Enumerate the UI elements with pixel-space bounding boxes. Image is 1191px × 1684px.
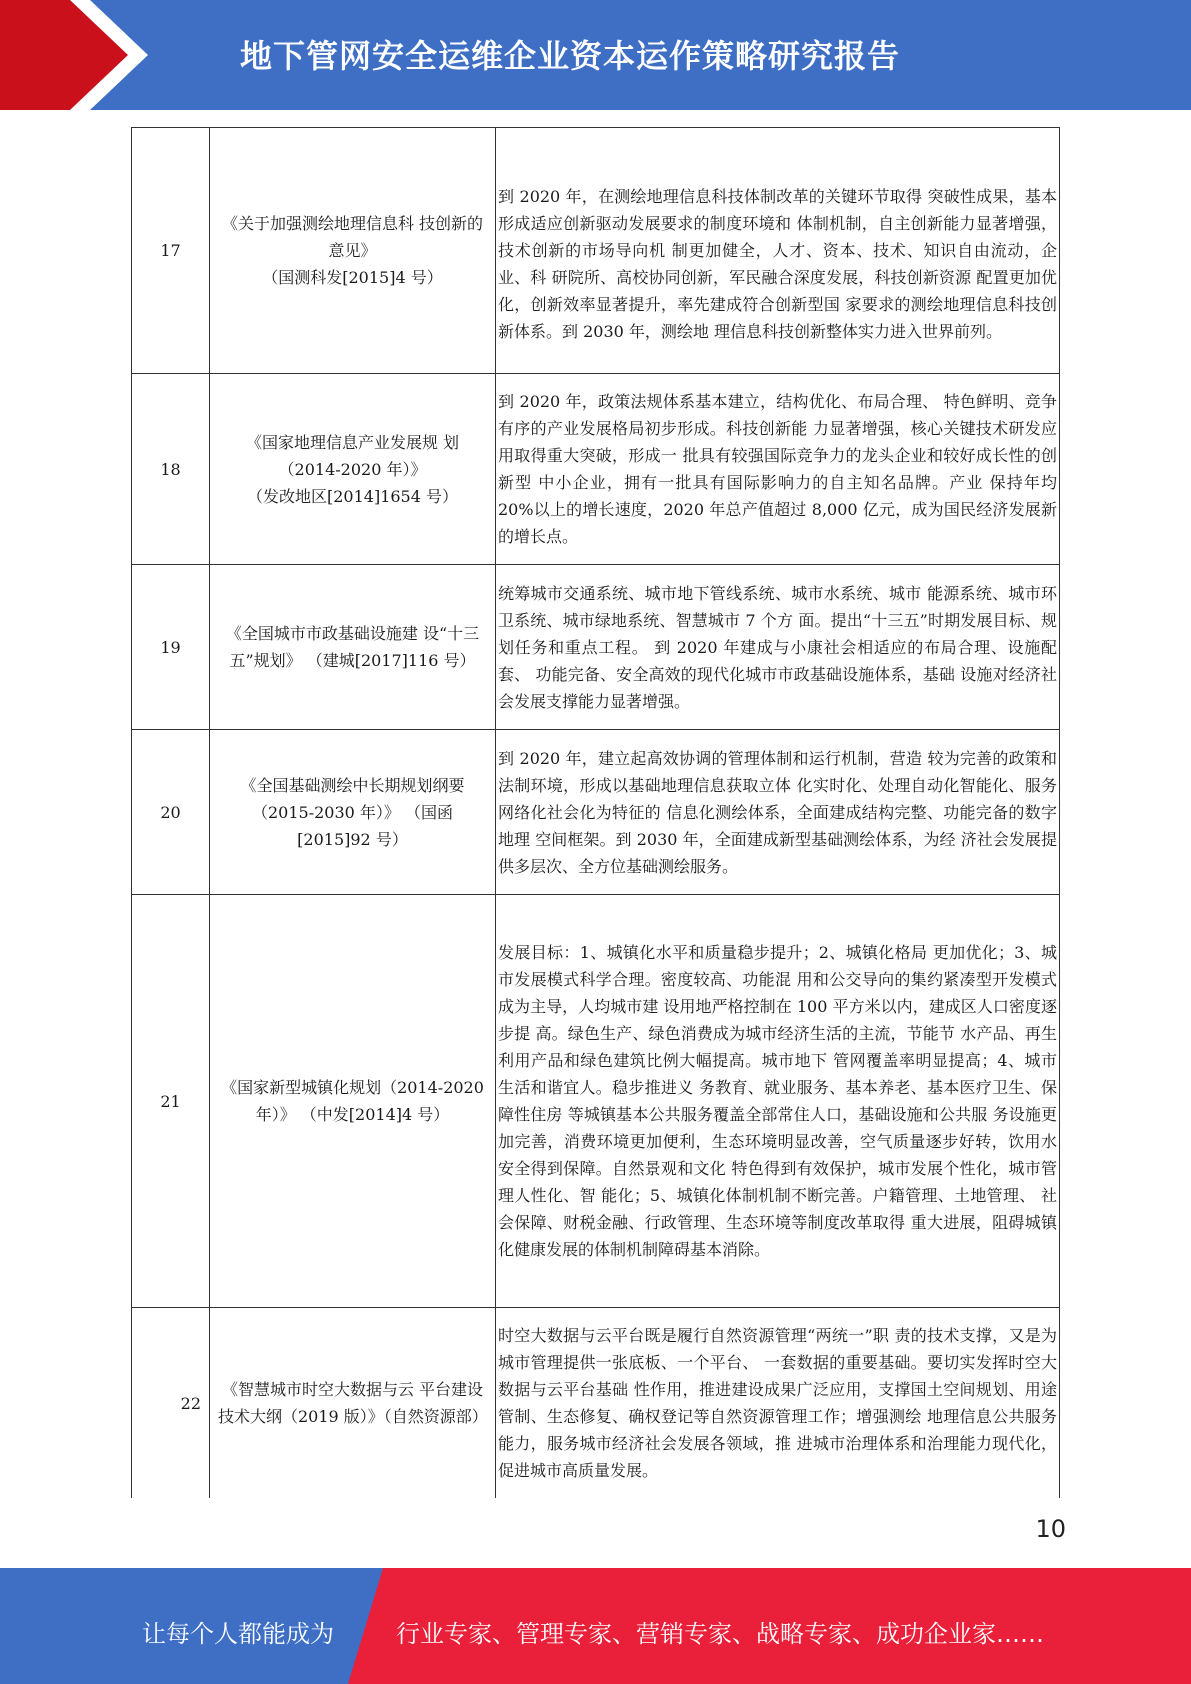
policy-goal: 时空大数据与云平台既是履行自然资源管理“两统一”职 责的技术支撑，又是为城市管理提供一张底板、一个平台、 一套数据的重要基础。要切实发挥时空大数据与云平台基础 性作用，推进建设成果广泛应用，支撑国土空间规划、用途 管制、生态修复、确权登记等自然资源管理工作；增强测绘 地理信息公共服务能力，服务城市经济社会发展各领域，推 进城市治理体系和治理能力现代化，促进城市高质量发展。: [496, 1308, 1060, 1499]
header-banner: [0, 0, 1191, 110]
row-number: 21: [132, 895, 210, 1308]
row-number: 19: [132, 565, 210, 730]
footer-slogan-right: 行业专家、管理专家、营销专家、战略专家、成功企业家……: [396, 1620, 1044, 1648]
policy-goal: 统筹城市交通系统、城市地下管线系统、城市水系统、城市 能源系统、城市环卫系统、城市绿地系统、智慧城市 7 个方 面。提出“十三五”时期发展目标、规划任务和重点工程。 到 2020 年建成与小康社会相适应的布局合理、设施配套、 功能完备、安全高效的现代化城市市政基础设施体系，基础 设施对经济社会发展支撑能力显著增强。: [496, 565, 1060, 730]
table-row: [132, 128, 1060, 374]
chevron-arrow-icon: [0, 0, 150, 110]
policy-title: [210, 565, 496, 730]
policy-title-text: 《国家新型城镇化规划（2014-2020 年）》 （中发[2014]4 号）: [221, 1078, 484, 1124]
policy-goal: 到 2020 年，建立起高效协调的管理体制和运行机制，营造 较为完善的政策和法制环境，形成以基础地理信息获取立体 化实时化、处理自动化智能化、服务网络化社会化为特征的 信息化测绘体系，全面建成结构完整、功能完备的数字地理 空间框架。到 2030 年，全面建成新型基础测绘体系，为经 济社会发展提供多层次、全方位基础测绘服务。: [496, 730, 1060, 895]
report-title: 地下管网安全运维企业资本运作策略研究报告: [240, 37, 901, 75]
footer-slogan-left: 让每个人都能成为: [142, 1620, 334, 1648]
policy-title: [210, 895, 496, 1308]
row-number: 20: [132, 730, 210, 895]
table-row: [132, 1308, 1060, 1499]
policy-table: [131, 127, 1060, 1498]
policy-goal: 发展目标：1、城镇化水平和质量稳步提升；2、城镇化格局 更加优化；3、城市发展模式科学合理。密度较高、功能混 用和公交导向的集约紧凑型开发模式成为主导，人均城市建 设用地严格控制在 100 平方米以内，建成区人口密度逐步提 高。绿色生产、绿色消费成为城市经济生活的主流，节能节 水产品、再生利用产品和绿色建筑比例大幅提高。城市地下 管网覆盖率明显提高；4、城市生活和谐宜人。稳步推进义 务教育、就业服务、基本养老、基本医疗卫生、保障性住房 等城镇基本公共服务覆盖全部常住人口，基础设施和公共服 务设施更加完善，消费环境更加便利，生态环境明显改善，空气质量逐步好转，饮用水安全得到保障。自然景观和文化 特色得到有效保护，城市发展个性化，城市管理人性化、智 能化；5、城镇化体制机制不断完善。户籍管理、土地管理、 社会保障、财税金融、行政管理、生态环境等制度改革取得 重大进展，阻碍城镇化健康发展的体制机制障碍基本消除。: [496, 895, 1060, 1308]
policy-title-text: 《国家地理信息产业发展规 划（2014-2020 年）》 （发改地区[2014]1654 号）: [245, 432, 460, 506]
row-number: 18: [132, 374, 210, 565]
policy-goal: 到 2020 年，政策法规体系基本建立，结构优化、布局合理、 特色鲜明、竞争有序的产业发展格局初步形成。科技创新能 力显著增强，核心关键技术研发应用取得重大突破，形成一 批具有较强国际竞争力的龙头企业和较好成长性的创新型 中小企业，拥有一批具有国际影响力的自主知名品牌。产业 保持年均 20%以上的增长速度，2020 年总产值超过 8,000 亿元，成为国民经济发展新的增长点。: [496, 374, 1060, 565]
policy-title-text: 《智慧城市时空大数据与云 平台建设技术大纲（2019 版）》（自然资源部）: [218, 1380, 488, 1426]
row-number: 17: [132, 128, 210, 374]
policy-title-text: 《全国城市市政基础设施建 设“十三五”规划》 （建城[2017]116 号）: [225, 624, 480, 670]
policy-goal: 到 2020 年，在测绘地理信息科技体制改革的关键环节取得 突破性成果，基本形成适应创新驱动发展要求的制度环境和 体制机制，自主创新能力显著增强，技术创新的市场导向机 制更加健全，人才、资本、技术、知识自由流动，企业、科 研院所、高校协同创新，军民融合深度发展，科技创新资源 配置更加优化，创新效率显著提升，率先建成符合创新型国 家要求的测绘地理信息科技创新体系。到 2030 年，测绘地 理信息科技创新整体实力进入世界前列。: [496, 128, 1060, 374]
table-row: [132, 374, 1060, 565]
policy-title: [210, 374, 496, 565]
table-row: [132, 565, 1060, 730]
policy-title-text: 《关于加强测绘地理信息科 技创新的意见》 （国测科发[2015]4 号）: [221, 214, 484, 287]
policy-title: [210, 128, 496, 374]
policy-title: [210, 730, 496, 895]
table-row: [132, 730, 1060, 895]
page-number: 10: [1035, 1515, 1066, 1543]
row-number: 22: [132, 1308, 210, 1499]
policy-title-text: 《全国基础测绘中长期规划纲要（2015-2030 年）》 （国函[2015]92 号）: [240, 775, 465, 849]
table-row: [132, 895, 1060, 1308]
policy-title: [210, 1308, 496, 1499]
